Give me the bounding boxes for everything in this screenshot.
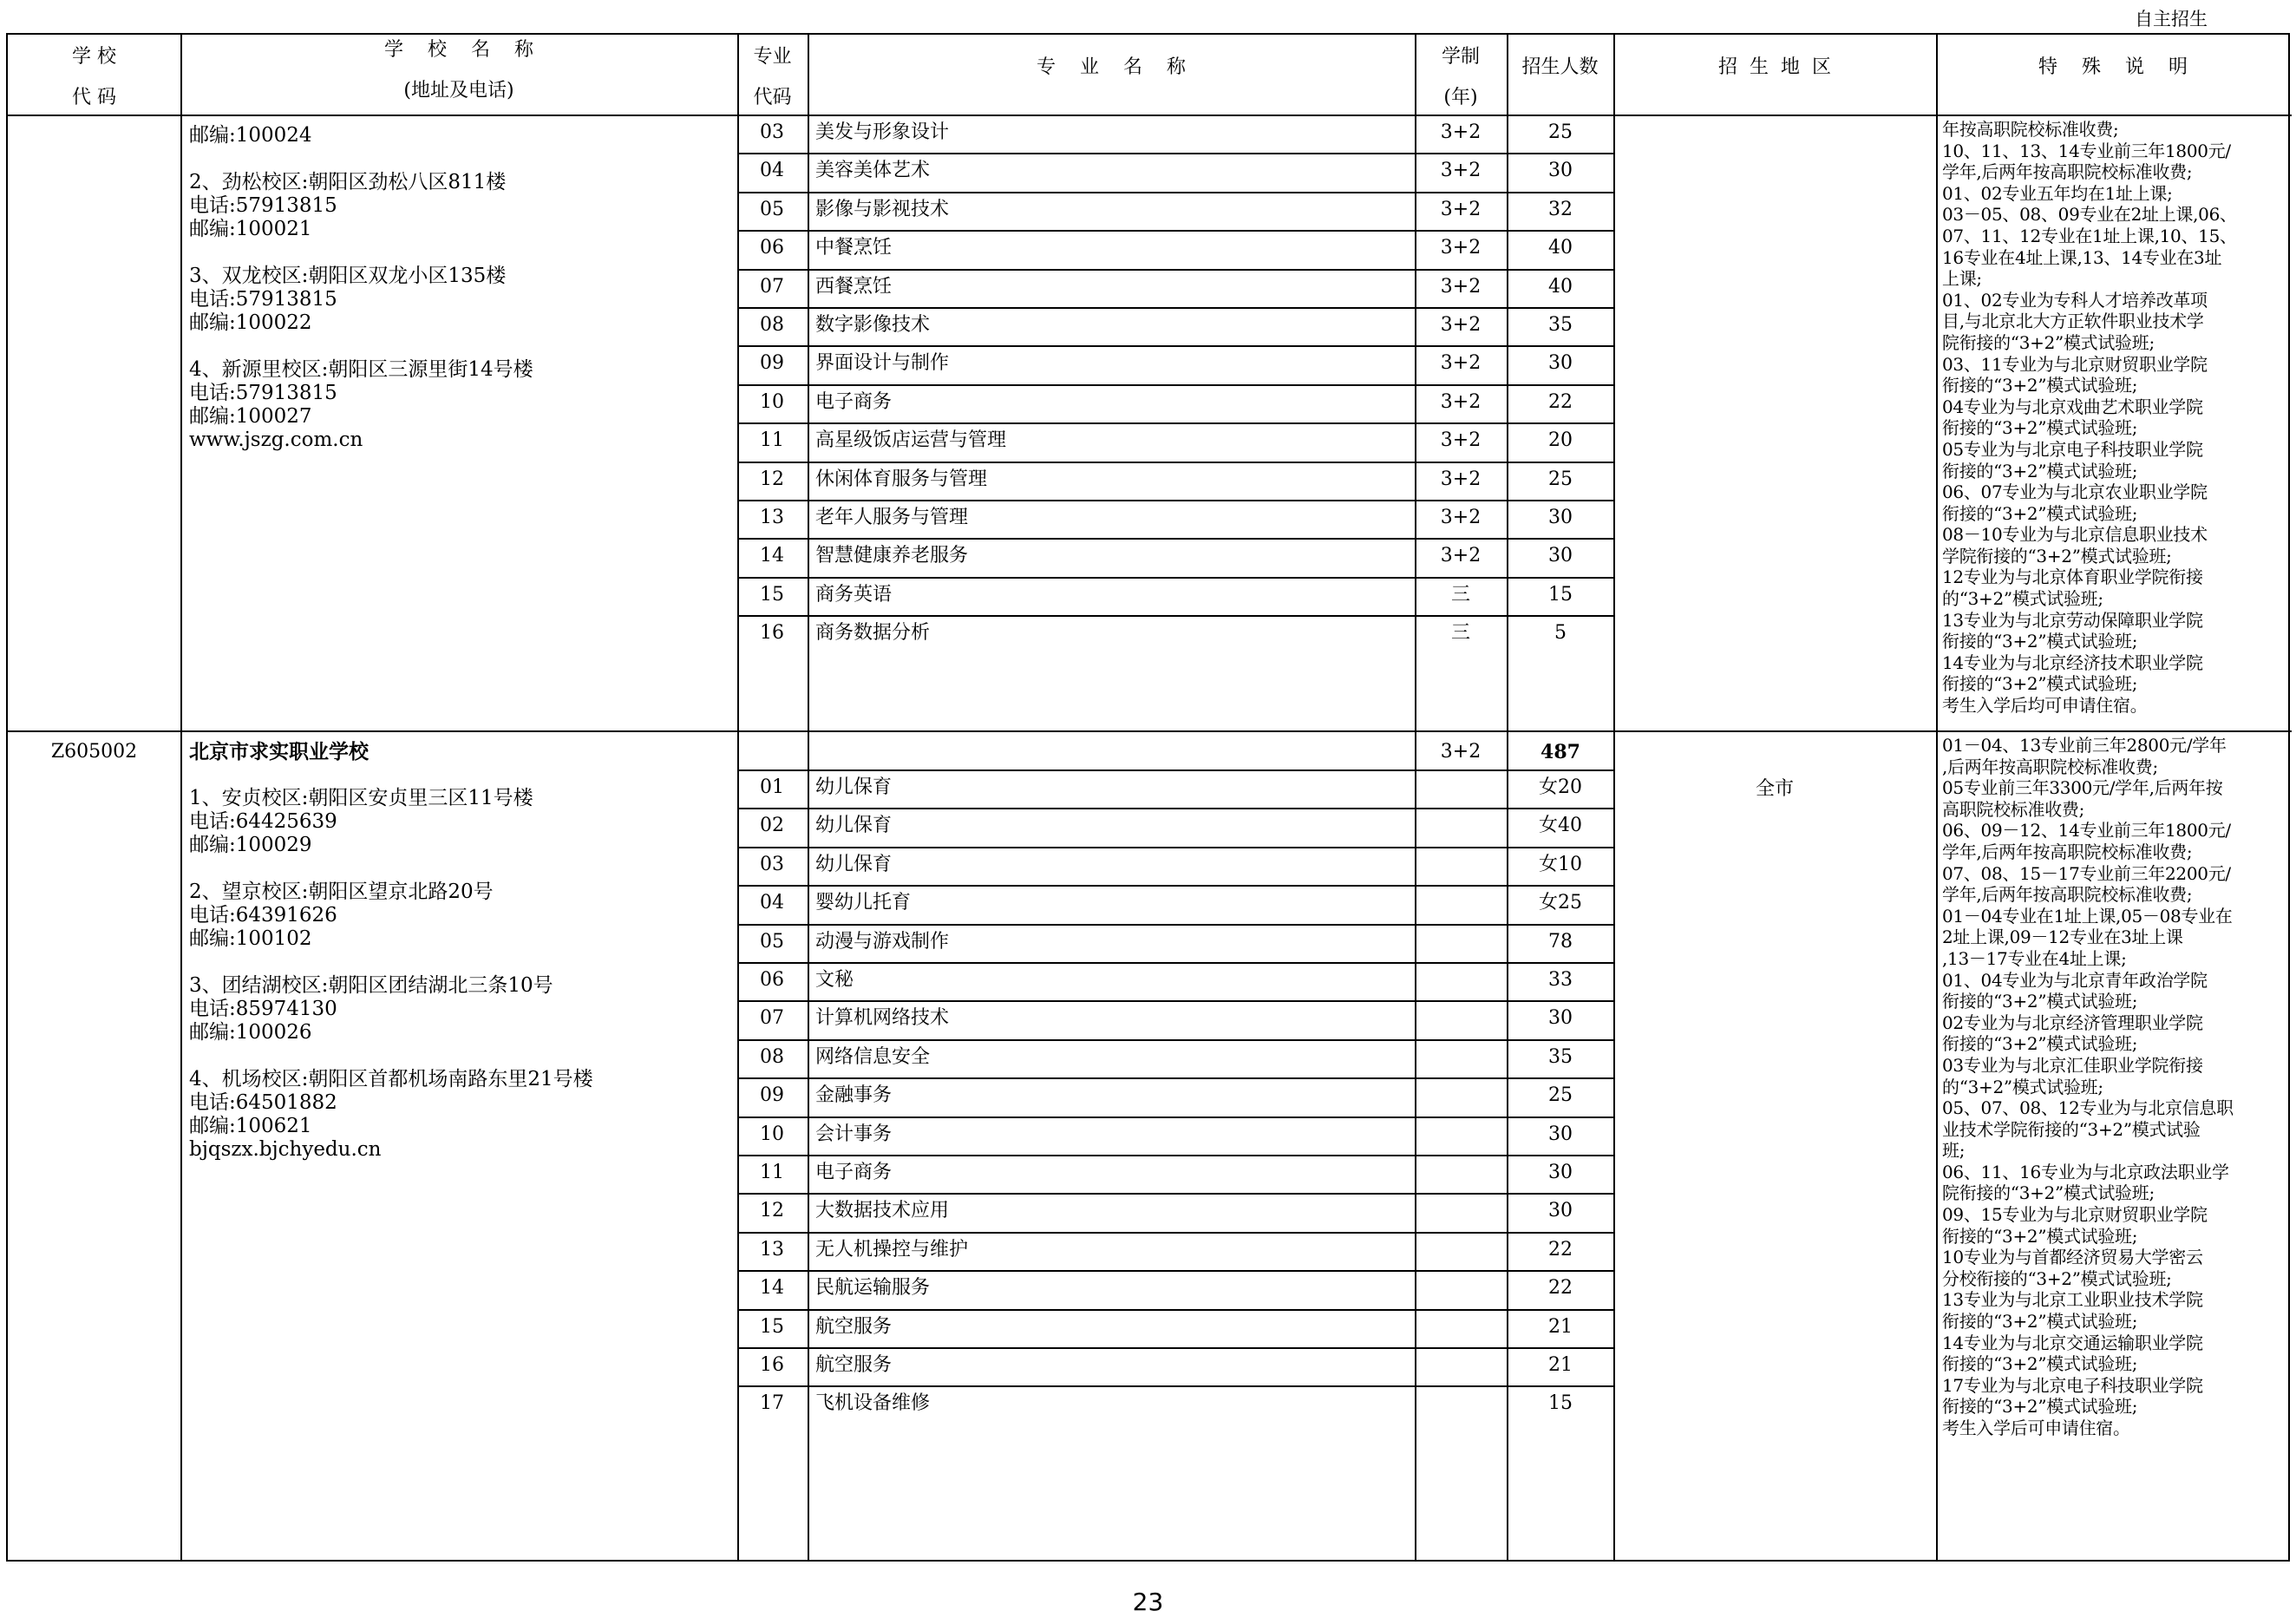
text-line xyxy=(189,147,533,171)
text-line: 06、11、16专业为与北京政法职业学 xyxy=(1942,1161,2229,1182)
major-name: 西餐烹饪 xyxy=(815,275,893,298)
text-line: 1、安贞校区:朝阳区安贞里三区11号楼 xyxy=(189,787,533,809)
major-code: 11 xyxy=(760,429,784,452)
major-enrollment: 女10 xyxy=(1539,853,1582,875)
major-enrollment: 25 xyxy=(1548,1084,1573,1107)
major-code: 09 xyxy=(760,1084,784,1107)
major-enrollment: 女20 xyxy=(1539,776,1582,798)
major-enrollment: 22 xyxy=(1548,1277,1573,1300)
text-line: 电话:57913815 xyxy=(189,194,337,217)
text-line: 年按高职院校标准收费; xyxy=(1942,119,2119,140)
major-name: 界面设计与制作 xyxy=(815,352,950,375)
major-name: 动漫与游戏制作 xyxy=(815,930,950,953)
major-code: 02 xyxy=(760,815,784,837)
text-line xyxy=(189,763,593,787)
text-line: 03专业为与北京汇佳职业学院衔接 xyxy=(1942,1054,2203,1076)
text-line: 衔接的“3+2”模式试验班; xyxy=(1942,375,2138,396)
col-rule xyxy=(180,35,182,1560)
text-line: 07、11、12专业在1址上课,10、15、 xyxy=(1942,225,2237,246)
major-duration: 3+2 xyxy=(1440,121,1482,143)
major-duration: 3+2 xyxy=(1440,468,1482,490)
major-name: 高星级饭店运营与管理 xyxy=(815,429,1007,452)
major-duration: 3+2 xyxy=(1440,507,1482,528)
major-name: 商务数据分析 xyxy=(815,622,931,645)
row-rule xyxy=(737,269,1613,271)
text-line: 01、04专业为与北京青年政治学院 xyxy=(1942,969,2208,991)
major-name: 文秘 xyxy=(815,969,854,991)
header-enrollment: 招生人数 xyxy=(1521,56,1599,78)
major-code: 04 xyxy=(760,160,784,182)
major-name: 商务英语 xyxy=(815,583,893,606)
major-code: 12 xyxy=(760,468,784,490)
text-line: 衔接的“3+2”模式试验班; xyxy=(1942,631,2138,652)
text-line: 邮编:100027 xyxy=(189,405,312,428)
total-duration: 3+2 xyxy=(1440,741,1482,763)
text-line: 电话:57913815 xyxy=(189,382,337,404)
major-duration: 三 xyxy=(1450,622,1470,645)
major-code: 06 xyxy=(760,237,784,259)
major-duration: 3+2 xyxy=(1440,198,1482,220)
major-code: 17 xyxy=(760,1392,784,1415)
header-rule xyxy=(8,115,2292,116)
row-rule xyxy=(737,230,1613,232)
major-enrollment: 20 xyxy=(1548,429,1573,452)
text-line: 衔接的“3+2”模式试验班; xyxy=(1942,1311,2138,1333)
major-code: 08 xyxy=(760,1045,784,1068)
major-code: 15 xyxy=(760,1315,784,1338)
text-line: 衔接的“3+2”模式试验班; xyxy=(1942,417,2138,439)
major-code: 14 xyxy=(760,545,784,567)
text-line: 电话:64391626 xyxy=(189,904,337,927)
major-name: 金融事务 xyxy=(815,1084,893,1107)
region-value: 全市 xyxy=(1755,778,1794,800)
major-enrollment: 30 xyxy=(1548,160,1573,182)
major-name: 大数据技术应用 xyxy=(815,1200,950,1222)
text-line: 10、11、13、14专业前三年1800元/ xyxy=(1942,140,2231,161)
major-name: 美发与形象设计 xyxy=(815,121,950,143)
text-line: 12专业为与北京体育职业学院衔接 xyxy=(1942,566,2203,588)
major-enrollment: 30 xyxy=(1548,352,1573,375)
major-enrollment: 30 xyxy=(1548,1007,1573,1030)
major-name: 计算机网络技术 xyxy=(815,1007,950,1030)
text-line: 14专业为与北京交通运输职业学院 xyxy=(1942,1332,2203,1353)
text-line: 13专业为与北京工业职业技术学院 xyxy=(1942,1289,2203,1311)
major-code: 03 xyxy=(760,121,784,143)
text-line: 10专业为与首都经济贸易大学密云 xyxy=(1942,1247,2203,1268)
major-name: 美容美体艺术 xyxy=(815,160,931,182)
row-rule xyxy=(737,1270,1613,1272)
major-enrollment: 32 xyxy=(1548,198,1573,220)
row-rule xyxy=(737,1000,1613,1002)
major-name: 婴幼儿托育 xyxy=(815,892,912,914)
major-duration: 3+2 xyxy=(1440,160,1482,182)
text-line: 03－05、08、09专业在2址上课,06、 xyxy=(1942,204,2237,226)
major-name: 老年人服务与管理 xyxy=(815,507,969,528)
major-code: 04 xyxy=(760,892,784,914)
text-line: 衔接的“3+2”模式试验班; xyxy=(1942,991,2138,1012)
major-name: 网络信息安全 xyxy=(815,1045,931,1068)
major-enrollment: 25 xyxy=(1548,468,1573,490)
text-line: 05专业前三年3300元/学年,后两年按 xyxy=(1942,777,2223,799)
text-line: 06、09－12、14专业前三年1800元/ xyxy=(1942,820,2231,841)
text-line: 学年,后两年按高职院校标准收费; xyxy=(1942,161,2193,183)
text-line: 电话:64501882 xyxy=(189,1091,337,1114)
row-rule xyxy=(737,345,1613,347)
major-code: 10 xyxy=(760,1123,784,1145)
text-line: 01、02专业为专科人才培养改革项 xyxy=(1942,289,2208,311)
text-line: 高职院校标准收费; xyxy=(1942,798,2085,820)
major-duration: 3+2 xyxy=(1440,237,1482,259)
text-line: 3、双龙校区:朝阳区双龙小区135楼 xyxy=(189,265,507,287)
major-code: 05 xyxy=(760,198,784,220)
major-duration: 3+2 xyxy=(1440,390,1482,413)
major-enrollment: 21 xyxy=(1548,1354,1573,1376)
header-duration: 学制 (年) xyxy=(1441,46,1480,108)
major-code: 08 xyxy=(760,314,784,336)
major-duration: 3+2 xyxy=(1440,545,1482,567)
major-enrollment: 女40 xyxy=(1539,815,1582,837)
text-line: 电话:64425639 xyxy=(189,810,337,833)
header-major-code: 专业 代码 xyxy=(753,46,792,108)
text-line xyxy=(189,1044,593,1068)
text-line: 邮编:100026 xyxy=(189,1021,312,1044)
major-code: 10 xyxy=(760,390,784,413)
text-line: 邮编:100024 xyxy=(189,124,312,147)
text-line: 09、15专业为与北京财贸职业学院 xyxy=(1942,1204,2208,1226)
school-code: Z605002 xyxy=(50,741,138,763)
major-name: 幼儿保育 xyxy=(815,853,893,875)
header-school-code: 学 校 代 码 xyxy=(72,46,116,108)
major-code: 06 xyxy=(760,969,784,991)
school-name: 北京市求实职业学校 xyxy=(189,740,369,763)
text-line: 13专业为与北京劳动保障职业学院 xyxy=(1942,609,2203,631)
text-line: 05专业为与北京电子科技职业学院 xyxy=(1942,438,2203,460)
text-line: 学院衔接的“3+2”模式试验班; xyxy=(1942,545,2172,566)
major-name: 民航运输服务 xyxy=(815,1277,931,1300)
row-rule xyxy=(737,1116,1613,1118)
major-name: 休闲体育服务与管理 xyxy=(815,468,988,490)
major-enrollment: 15 xyxy=(1548,1392,1573,1415)
major-duration: 3+2 xyxy=(1440,275,1482,298)
text-line xyxy=(189,951,593,974)
text-line xyxy=(189,241,533,265)
major-code: 05 xyxy=(760,930,784,953)
major-name: 航空服务 xyxy=(815,1315,893,1338)
row-rule xyxy=(737,538,1613,540)
text-line: 02专业为与北京经济管理职业学院 xyxy=(1942,1012,2203,1033)
text-line: 分校衔接的“3+2”模式试验班; xyxy=(1942,1267,2172,1289)
text-line: 01、02专业五年均在1址上课; xyxy=(1942,182,2173,204)
text-line: 考生入学后可申请住宿。 xyxy=(1942,1418,2130,1438)
major-enrollment: 女25 xyxy=(1539,892,1582,914)
major-code: 13 xyxy=(760,1238,784,1261)
major-code: 12 xyxy=(760,1200,784,1222)
text-line: 院衔接的“3+2”模式试验班; xyxy=(1942,1182,2155,1204)
text-line: www.jszg.com.cn xyxy=(189,429,363,451)
major-enrollment: 35 xyxy=(1548,1045,1573,1068)
col-rule xyxy=(1415,35,1416,1560)
text-line: 电话:57913815 xyxy=(189,288,337,311)
total-enrollment: 487 xyxy=(1540,741,1580,763)
major-enrollment: 30 xyxy=(1548,1200,1573,1222)
major-name: 幼儿保育 xyxy=(815,815,893,837)
text-line xyxy=(189,857,593,881)
major-name: 飞机设备维修 xyxy=(815,1392,931,1415)
text-line: 邮编:100021 xyxy=(189,218,312,240)
text-line: 的“3+2”模式试验班; xyxy=(1942,1076,2103,1097)
major-code: 09 xyxy=(760,352,784,375)
major-enrollment: 78 xyxy=(1548,930,1573,953)
major-enrollment: 30 xyxy=(1548,507,1573,528)
row-rule xyxy=(737,1232,1613,1234)
text-line: 14专业为与北京经济技术职业学院 xyxy=(1942,652,2203,673)
row-rule xyxy=(737,384,1613,386)
text-line: 04专业为与北京戏曲艺术职业学院 xyxy=(1942,396,2203,417)
page-number: 23 xyxy=(1132,1588,1164,1616)
text-line: ,13－17专业在4址上课; xyxy=(1942,947,2127,969)
row-rule xyxy=(737,500,1613,501)
text-line: 班; xyxy=(1942,1140,1966,1162)
school-address-block xyxy=(189,763,593,1162)
text-line: 衔接的“3+2”模式试验班; xyxy=(1942,1225,2138,1247)
text-line: 01－04专业在1址上课,05－08专业在 xyxy=(1942,905,2233,927)
text-line: 衔接的“3+2”模式试验班; xyxy=(1942,460,2138,481)
col-rule xyxy=(737,35,739,1560)
text-line: 16专业在4址上课,13、14专业在3址 xyxy=(1942,246,2222,268)
major-duration: 3+2 xyxy=(1440,352,1482,375)
major-name: 会计事务 xyxy=(815,1123,893,1145)
text-line: 邮编:100029 xyxy=(189,834,312,856)
major-enrollment: 40 xyxy=(1548,237,1573,259)
row-rule xyxy=(737,1385,1613,1387)
row-rule xyxy=(737,422,1613,424)
text-line: 电话:85974130 xyxy=(189,998,337,1020)
row-rule xyxy=(737,153,1613,154)
col-rule xyxy=(1936,35,1938,1560)
text-line: 业技术学院衔接的“3+2”模式试验 xyxy=(1942,1118,2201,1140)
major-duration: 三 xyxy=(1450,583,1470,606)
major-name: 影像与影视技术 xyxy=(815,198,950,220)
major-enrollment: 33 xyxy=(1548,969,1573,991)
row-rule xyxy=(737,1347,1613,1349)
major-enrollment: 22 xyxy=(1548,1238,1573,1261)
major-name: 航空服务 xyxy=(815,1354,893,1376)
text-line: 衔接的“3+2”模式试验班; xyxy=(1942,673,2138,695)
major-name: 幼儿保育 xyxy=(815,776,893,798)
row-rule xyxy=(737,962,1613,964)
remarks-block xyxy=(1942,735,2234,1439)
text-line: 院衔接的“3+2”模式试验班; xyxy=(1942,331,2155,353)
row-rule xyxy=(737,769,1613,771)
col-rule xyxy=(808,35,809,1560)
text-line: 衔接的“3+2”模式试验班; xyxy=(1942,1396,2138,1418)
text-line: 17专业为与北京电子科技职业学院 xyxy=(1942,1374,2203,1396)
header-major-name: 专 业 名 称 xyxy=(1037,56,1186,78)
row-rule xyxy=(737,1155,1613,1156)
row-rule xyxy=(737,462,1613,463)
header-school-name-sub: (地址及电话) xyxy=(403,80,514,102)
text-line: 上课; xyxy=(1942,268,1982,290)
admission-type-label: 自主招生 xyxy=(2135,9,2208,29)
col-rule xyxy=(1507,35,1508,1560)
major-enrollment: 25 xyxy=(1548,121,1573,143)
major-enrollment: 30 xyxy=(1548,1162,1573,1183)
major-enrollment: 30 xyxy=(1548,545,1573,567)
major-duration: 3+2 xyxy=(1440,314,1482,336)
text-line: 2、望京校区:朝阳区望京北路20号 xyxy=(189,881,494,903)
major-code: 03 xyxy=(760,853,784,875)
row-rule xyxy=(737,808,1613,809)
text-line: 06、07专业为与北京农业职业学院 xyxy=(1942,481,2208,503)
text-line: 01－04、13专业前三年2800元/学年 xyxy=(1942,735,2227,756)
remarks-block xyxy=(1942,119,2237,717)
row-rule xyxy=(737,1309,1613,1311)
row-rule xyxy=(737,1193,1613,1195)
major-duration: 3+2 xyxy=(1440,429,1482,452)
major-code: 07 xyxy=(760,275,784,298)
major-name: 智慧健康养老服务 xyxy=(815,545,969,567)
text-line: 邮编:100102 xyxy=(189,927,312,950)
text-line: 4、机场校区:朝阳区首都机场南路东里21号楼 xyxy=(189,1068,593,1090)
text-line: 衔接的“3+2”模式试验班; xyxy=(1942,1033,2138,1055)
major-code: 15 xyxy=(760,583,784,606)
text-line: 3、团结湖校区:朝阳区团结湖北三条10号 xyxy=(189,974,553,997)
major-name: 电子商务 xyxy=(815,390,893,413)
text-line: 4、新源里校区:朝阳区三源里街14号楼 xyxy=(189,358,533,381)
text-line: 的“3+2”模式试验班; xyxy=(1942,588,2103,610)
major-name: 数字影像技术 xyxy=(815,314,931,336)
row-rule xyxy=(737,1077,1613,1079)
major-code: 11 xyxy=(760,1162,784,1183)
text-line: 邮编:100621 xyxy=(189,1115,312,1137)
text-line: 2、劲松校区:朝阳区劲松八区811楼 xyxy=(189,171,507,193)
text-line: 考生入学后均可申请住宿。 xyxy=(1942,695,2148,717)
text-line: 衔接的“3+2”模式试验班; xyxy=(1942,502,2138,524)
major-code: 16 xyxy=(760,1354,784,1376)
text-line: 03、11专业为与北京财贸职业学院 xyxy=(1942,353,2208,375)
text-line: 2址上课,09－12专业在3址上课 xyxy=(1942,927,2183,948)
major-name: 无人机操控与维护 xyxy=(815,1238,969,1261)
text-line: 学年,后两年按高职院校标准收费; xyxy=(1942,884,2193,906)
row-rule xyxy=(737,1039,1613,1041)
major-code: 07 xyxy=(760,1007,784,1030)
major-enrollment: 22 xyxy=(1548,390,1573,413)
major-code: 16 xyxy=(760,622,784,645)
text-line: 目,与北京北大方正软件职业技术学 xyxy=(1942,311,2204,332)
header-region: 招 生 地 区 xyxy=(1718,56,1831,78)
text-line: 07、08、15－17专业前三年2200元/ xyxy=(1942,862,2231,884)
major-enrollment: 35 xyxy=(1548,314,1573,336)
enrollment-table xyxy=(6,33,2290,1562)
major-code: 13 xyxy=(760,507,784,528)
text-line: ,后两年按高职院校标准收费; xyxy=(1942,756,2158,777)
text-line: 衔接的“3+2”模式试验班; xyxy=(1942,1353,2138,1375)
major-enrollment: 15 xyxy=(1548,583,1573,606)
row-rule xyxy=(737,847,1613,848)
text-line: 学年,后两年按高职院校标准收费; xyxy=(1942,841,2193,862)
text-line: 邮编:100022 xyxy=(189,311,312,334)
text-line: 08－10专业为与北京信息职业技术 xyxy=(1942,524,2208,546)
header-school-name: 学 校 名 称 xyxy=(384,39,533,61)
major-name: 中餐烹饪 xyxy=(815,237,893,259)
major-name: 电子商务 xyxy=(815,1162,893,1183)
school-address-block xyxy=(189,124,533,452)
row-rule xyxy=(737,615,1613,617)
text-line xyxy=(189,335,533,358)
text-line: 05、07、08、12专业为与北京信息职 xyxy=(1942,1097,2234,1119)
major-enrollment: 5 xyxy=(1554,622,1567,645)
header-remarks: 特 殊 说 明 xyxy=(2038,56,2188,78)
row-rule xyxy=(737,885,1613,887)
row-rule xyxy=(737,307,1613,309)
row-rule xyxy=(737,577,1613,579)
major-code: 14 xyxy=(760,1277,784,1300)
school-divider xyxy=(8,730,2292,732)
major-enrollment: 40 xyxy=(1548,275,1573,298)
major-enrollment: 30 xyxy=(1548,1123,1573,1145)
row-rule xyxy=(737,192,1613,193)
row-rule xyxy=(737,924,1613,926)
major-enrollment: 21 xyxy=(1548,1315,1573,1338)
major-code: 01 xyxy=(760,776,784,798)
text-line: bjqszx.bjchyedu.cn xyxy=(189,1138,382,1161)
